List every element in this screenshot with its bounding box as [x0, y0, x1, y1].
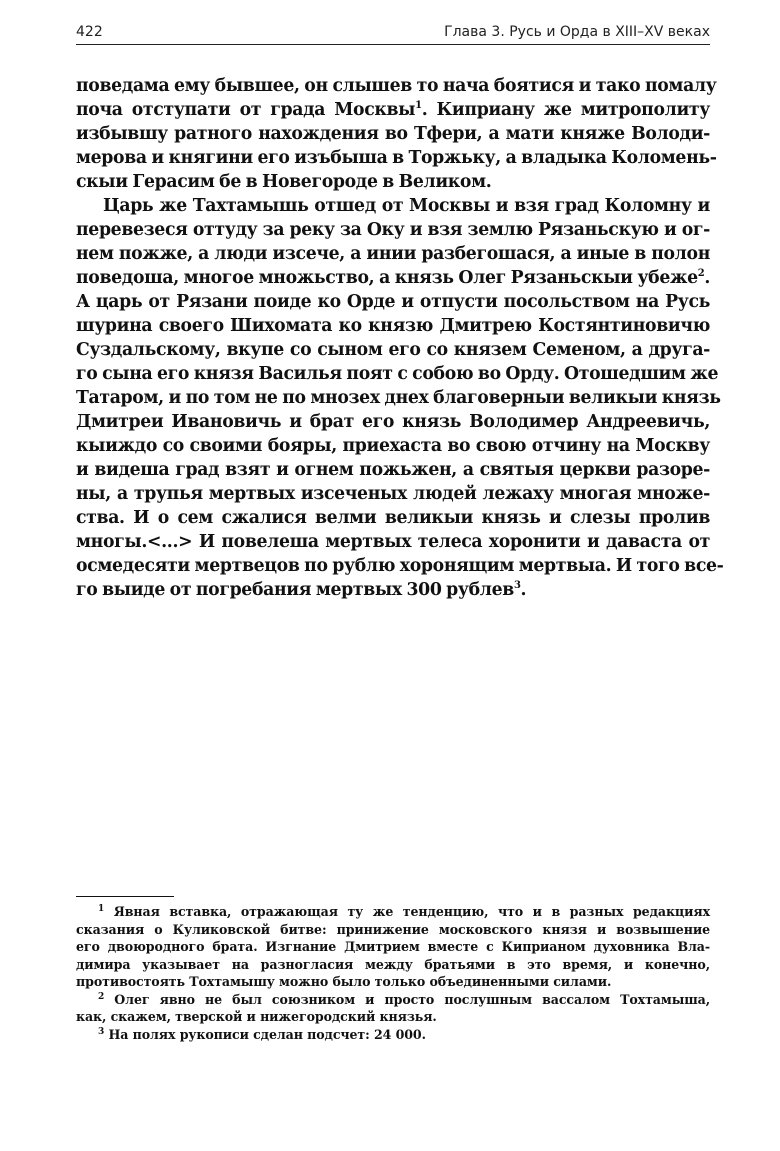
text-line — [76, 506, 710, 530]
text-line-text: скыи Герасим бе в Новегороде в Великом. — [76, 172, 492, 192]
text-line-text: го выиде от погребания мертвых 300 рублев — [76, 580, 514, 600]
footnote-line — [76, 973, 710, 991]
text-line — [76, 362, 719, 386]
text-line-text: кыиждо со своими бояры, приехаста во свою отчину на Москву — [76, 436, 710, 456]
text-line — [76, 266, 710, 290]
text-line-tail: . — [704, 268, 710, 288]
text-line-text: и видеша град взят и огнем пожьжен, а святыя церкви разоре- — [76, 460, 710, 480]
text-line-text: Татаром, и по том не по мнозех днех благоверныи великыи князь — [76, 388, 721, 408]
text-line — [76, 290, 710, 314]
text-line — [76, 218, 710, 242]
text-line-text: ны, а трупья мертвых изсеченых людей лежаху многая множе- — [76, 484, 710, 504]
footnote-reference: 2 — [697, 268, 705, 280]
footnote-reference: 3 — [513, 580, 521, 592]
text-line-text: мерова и княгини его изъбыша в Торжьку, а владыка Коломень- — [76, 148, 717, 168]
footnote-line-text: Явная вставка, отражающая ту же тенденцию, что и в разных редакциях — [104, 904, 710, 919]
text-line — [76, 458, 710, 482]
footnote-line-text: сказания о Куликовской битве: принижение московского князя и возвышение — [76, 921, 710, 937]
footnote-line — [76, 1008, 710, 1026]
text-line-text: ства. И о сем сжалися велми великыи князь и слезы пролив — [76, 508, 710, 528]
text-line-tail: . — [520, 580, 527, 600]
text-line-text: многы.<...> И повелеша мертвых телеса хоронити и даваста от — [76, 532, 710, 552]
text-line — [76, 146, 717, 170]
footnote-reference: 1 — [415, 100, 422, 112]
text-line — [76, 386, 721, 410]
text-line-text: Царь же Тахтамышь отшед от Москвы и взя град Коломну и — [103, 196, 710, 216]
text-line-text: А царь от Рязани поиде ко Орде и отпусти посольством на Русь — [76, 292, 710, 312]
footnote-marker: 3 — [98, 1026, 105, 1037]
footnote-divider — [76, 896, 174, 897]
main-text — [76, 74, 724, 602]
footnote-line — [76, 956, 710, 974]
text-line — [76, 98, 710, 122]
text-line-text: поведоша, многое множьство, а князь Олег Рязаньскыи убеже — [76, 268, 698, 288]
running-header — [76, 22, 710, 45]
text-line — [76, 194, 710, 218]
footnote-line — [76, 903, 710, 921]
footnote-line — [76, 1026, 710, 1044]
text-line-tail: . Киприану же митрополиту — [421, 100, 711, 120]
footnote-line-text: его двоюродного брата. Изгнание Дмитрием вместе с Киприаном духовника Вла- — [76, 939, 710, 954]
text-line-text: поча отступати от града Москвы — [76, 100, 416, 120]
text-line — [76, 410, 710, 434]
footnote-marker: 1 — [98, 903, 105, 914]
footnote-marker: 2 — [98, 991, 105, 1002]
text-line — [76, 242, 710, 266]
footnote-line-text: димира указывает на разногласия между братьями в это время, и конечно, — [76, 956, 710, 972]
text-line-text: шурина своего Шихомата ко князю Дмитрею Костянтиновичю — [76, 316, 710, 336]
text-line-text: поведама ему бывшее, он слышев то нача боятися и тако помалу — [76, 76, 717, 96]
text-line-text: нем пожже, а люди изсече, а инии разбегошася, а иные в полон — [76, 244, 710, 264]
text-line — [76, 122, 710, 146]
page-number: 422 — [76, 24, 103, 40]
footnote-line — [76, 991, 710, 1009]
text-line — [76, 74, 717, 98]
text-line — [76, 314, 710, 338]
footnote-line-text: На полях рукописи сделан подсчет: 24 000. — [104, 1026, 426, 1042]
footnote-line-text: Олег явно не был союзником и просто послушным вассалом Тохтамыша, — [104, 991, 710, 1007]
text-line-text: Дмитреи Ивановичь и брат его князь Володимер Андреевичь, — [76, 412, 710, 432]
text-line — [76, 170, 710, 194]
chapter-title: Глава 3. Русь и Орда в XIII–XV веках — [444, 24, 710, 40]
footnote-line-text: противостоять Тохтамышу можно было только объединенными силами. — [76, 974, 612, 989]
footnote-line-text: как, скажем, тверской и нижегородский князья. — [76, 1009, 437, 1024]
text-line-text: Суздальскому, вкупе со сыном его со князем Семеном, а друга- — [76, 340, 710, 360]
text-line — [76, 482, 710, 506]
text-line-text: избывшу ратного нахождения во Тфери, а мати княже Володи- — [76, 124, 710, 144]
footnotes — [76, 903, 710, 1043]
text-line-text: перевезеся оттуду за реку за Оку и взя землю Рязаньскую и ог- — [76, 220, 710, 240]
text-line — [76, 578, 710, 602]
text-line-text: осмедесяти мертвецов по рублю хоронящим мертвыа. И того все- — [76, 556, 724, 576]
text-line — [76, 434, 710, 458]
text-line-text: го сына его князя Василья поят с собою во Орду. Отошедшим же — [76, 364, 719, 384]
text-line — [76, 554, 724, 578]
footnote-line — [76, 921, 710, 939]
text-line — [76, 530, 710, 554]
footnote-line — [76, 938, 710, 956]
text-line — [76, 338, 710, 362]
